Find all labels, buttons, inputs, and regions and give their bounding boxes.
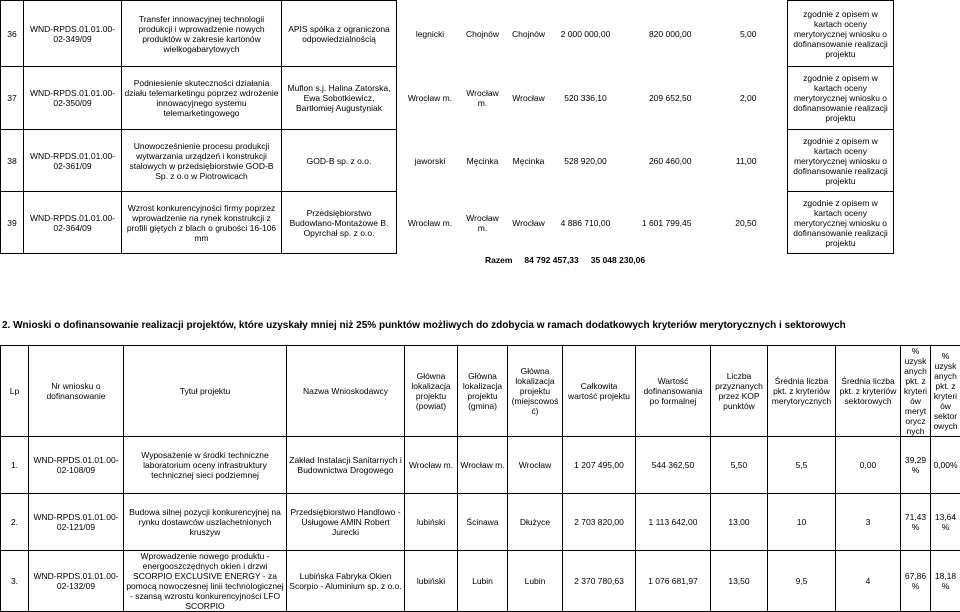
row-location-gmina: Wrocław m. (460, 67, 506, 130)
header-pct-sector: % uzyskanych pkt. z kryteriów sektorowych (931, 346, 960, 437)
header-project-title: Tytuł projektu (124, 346, 287, 437)
row-location-powiat: lubiński (405, 494, 458, 551)
row-total-value: 1 207 495,00 (563, 437, 636, 494)
row-kop-points: 5,50 (711, 437, 768, 494)
row-avg-sector: 3 (836, 494, 901, 551)
row-location-powiat: jaworski (401, 130, 460, 192)
row-location-powiat: lubiński (405, 551, 458, 612)
row-location-powiat: legnicki (401, 1, 460, 67)
row-location-powiat: Wrocław m. (401, 67, 460, 130)
summary-label: Razem (479, 250, 518, 270)
funded-projects-table (0, 0, 960, 254)
header-kop-points: Liczba przyznanych przez KOP punktów (711, 346, 768, 437)
row-project-title: Unowocześnienie procesu produkcji wytwarzania urządzeń i konstrukcji stalowych w przedsiębiorstwie GOD-B Sp. z o.o w Piotrowicach (122, 130, 282, 192)
row-applicant: Muflon s.j. Halina Zatorska, Ewa Sobotkiewicz, Bartłomiej Augustyniak (282, 67, 397, 130)
row-lp: 1. (1, 437, 29, 494)
summary-total: 84 792 457,33 (518, 250, 584, 270)
row-location-gmina: Wrocław m. (458, 437, 508, 494)
row-avg-sector: 4 (836, 551, 901, 612)
row-total-value: 4 886 710,00 (552, 192, 620, 254)
header-location-powiat: Główna lokalizacja projektu (powiat) (405, 346, 458, 437)
row-funding-value: 209 652,50 (620, 67, 694, 130)
row-lp: 37 (1, 67, 24, 130)
row-total-value: 528 920,00 (552, 130, 620, 192)
header-funding-value: Wartość dofinansowania po formalnej (636, 346, 711, 437)
row-pct-merit: 71,43% (901, 494, 931, 551)
header-location-gmina: Główna lokalizacja projektu (gmina) (458, 346, 508, 437)
row-points: 2,00 (694, 67, 759, 130)
row-location-powiat: Wrocław m. (401, 192, 460, 254)
row-application-number: WND-RPDS.01.01.00-02-121/09 (29, 494, 124, 551)
row-project-title: Wyposażenie w środki techniczne laboratorium oceny infrastruktury technicznej sieci podziemnej (124, 437, 287, 494)
row-lp: 2. (1, 494, 29, 551)
row-application-number: WND-RPDS.01.01.00-02-132/09 (29, 551, 124, 612)
row-applicant: Lubińska Fabryka Okien Scorpio - Aluminium sp. z o.o. (287, 551, 405, 612)
row-project-title: Budowa silnej pozycji konkurencyjnej na rynku dostawców uszlachetnionych kruszyw (124, 494, 287, 551)
row-pct-sector: 13,64% (931, 494, 960, 551)
summary-row (479, 250, 651, 270)
row-project-title: Wprowadzenie nowego produktu - energooszczędnych okien i drzwi SCORPIO EXCLUSIVE ENERGY - za pomocą nowoczesnej linii technologicznej - szansą wzrostu konkurencyjności LFO SCORPIO (124, 551, 287, 612)
row-location-gmina: Ścinawa (458, 494, 508, 551)
row-avg-sector: 0,00 (836, 437, 901, 494)
row-funding-value: 544 362,50 (636, 437, 711, 494)
row-location-powiat: Wrocław m. (405, 437, 458, 494)
row-justification: zgodnie z opisem w kartach oceny merytorycznej wniosku o dofinansowanie realizacji projektu (788, 67, 894, 130)
table-row (1, 192, 960, 254)
row-project-title: Transfer innowacyjnej technologii produkcji i wprowadzenie nowych produktów w zakresie kartonów wielkogabarytowych (122, 1, 282, 67)
row-avg-merit: 5,5 (768, 437, 836, 494)
row-justification: zgodnie z opisem w kartach oceny merytorycznej wniosku o dofinansowanie realizacji projektu (788, 1, 894, 67)
table-header-row (1, 346, 960, 437)
header-lp: Lp (1, 346, 29, 437)
row-location-gmina: Chojnów (460, 1, 506, 67)
header-application-number: Nr wniosku o dofinansowanie (29, 346, 124, 437)
row-location-miejscowosc: Wrocław (506, 192, 552, 254)
row-lp: 36 (1, 1, 24, 67)
row-total-value: 520 336,10 (552, 67, 620, 130)
row-lp: 3. (1, 551, 29, 612)
table-row (1, 494, 960, 551)
row-funding-value: 1 601 799,45 (620, 192, 694, 254)
row-application-number: WND-RPDS.01.01.00-02-350/09 (24, 67, 122, 130)
row-funding-value: 1 076 681,97 (636, 551, 711, 612)
row-justification: zgodnie z opisem w kartach oceny merytorycznej wniosku o dofinansowanie realizacji projektu (788, 130, 894, 192)
row-justification: zgodnie z opisem w kartach oceny merytorycznej wniosku o dofinansowanie realizacji projektu (788, 192, 894, 254)
row-points: 11,00 (694, 130, 759, 192)
header-location-miejscowosc: Główna lokalizacja projektu (miejscowość) (508, 346, 563, 437)
header-avg-sector: Średnia liczba pkt. z kryteriów sektorowych (836, 346, 901, 437)
row-location-miejscowosc: Chojnów (506, 1, 552, 67)
row-total-value: 2 370 780,63 (563, 551, 636, 612)
header-total-value: Całkowita wartość projektu (563, 346, 636, 437)
row-pct-merit: 39,29% (901, 437, 931, 494)
row-location-miejscowosc: Lubin (508, 551, 563, 612)
summary-funding: 35 048 230,06 (585, 250, 651, 270)
row-location-miejscowosc: Dłużyce (508, 494, 563, 551)
table-row (1, 130, 960, 192)
row-pct-merit: 67,86% (901, 551, 931, 612)
row-avg-merit: 10 (768, 494, 836, 551)
row-applicant: Zakład Instalacji Sanitarnych i Budownictwa Drogowego (287, 437, 405, 494)
row-kop-points: 13,00 (711, 494, 768, 551)
row-application-number: WND-RPDS.01.01.00-02-108/09 (29, 437, 124, 494)
row-location-miejscowosc: Wrocław (508, 437, 563, 494)
row-application-number: WND-RPDS.01.01.00-02-349/09 (24, 1, 122, 67)
row-points: 5,00 (694, 1, 759, 67)
row-total-value: 2 000 000,00 (552, 1, 620, 67)
row-funding-value: 1 113 642,00 (636, 494, 711, 551)
row-application-number: WND-RPDS.01.01.00-02-364/09 (24, 192, 122, 254)
row-location-miejscowosc: Męcinka (506, 130, 552, 192)
row-applicant: Przedsiębiorstwo Handlowo - Usługowe AMIN Robert Jurecki (287, 494, 405, 551)
section-heading: 2. Wnioski o dofinansowanie realizacji projektów, które uzyskały mniej niż 25% punktów możliwych do zdobycia w ramach dodatkowych kryteriów merytorycznych i sektorowych (2, 320, 846, 331)
table-row (1, 1, 960, 67)
row-location-gmina: Wrocław m. (460, 192, 506, 254)
table-row (1, 437, 960, 494)
header-pct-merit: % uzyskanych pkt. z kryteriów merytorycznych (901, 346, 931, 437)
row-lp: 38 (1, 130, 24, 192)
row-funding-value: 820 000,00 (620, 1, 694, 67)
table-row (1, 67, 960, 130)
header-avg-merit: Średnia liczba pkt. z kryteriów merytorycznych (768, 346, 836, 437)
row-applicant: Przedsiębiorstwo Budowlano-Montażowe B. Opyrchał sp. z o.o. (282, 192, 397, 254)
row-project-title: Wzrost konkurencyjności firmy poprzez wprowadzenie na rynek konstrukcji z profili giętych z blach o grubości 16-106 mm (122, 192, 282, 254)
row-application-number: WND-RPDS.01.01.00-02-361/09 (24, 130, 122, 192)
row-kop-points: 13,50 (711, 551, 768, 612)
row-pct-sector: 18,18% (931, 551, 960, 612)
row-applicant: APIS spółka z ograniczona odpowiedzialnością (282, 1, 397, 67)
row-pct-sector: 0,00% (931, 437, 960, 494)
row-points: 20,50 (694, 192, 759, 254)
table-row (1, 551, 960, 612)
row-avg-merit: 9,5 (768, 551, 836, 612)
row-total-value: 2 703 820,00 (563, 494, 636, 551)
row-location-gmina: Lubin (458, 551, 508, 612)
header-applicant: Nazwa Wnioskodawcy (287, 346, 405, 437)
row-project-title: Podniesienie skuteczności działania działu telemarketingu poprzez wdrożenie innowacyjnego systemu telemarketingowego (122, 67, 282, 130)
row-lp: 39 (1, 192, 24, 254)
row-location-miejscowosc: Wrocław (506, 67, 552, 130)
row-applicant: GOD-B sp. z o.o. (282, 130, 397, 192)
rejected-projects-table (0, 345, 960, 612)
row-funding-value: 260 460,00 (620, 130, 694, 192)
row-location-gmina: Męcinka (460, 130, 506, 192)
